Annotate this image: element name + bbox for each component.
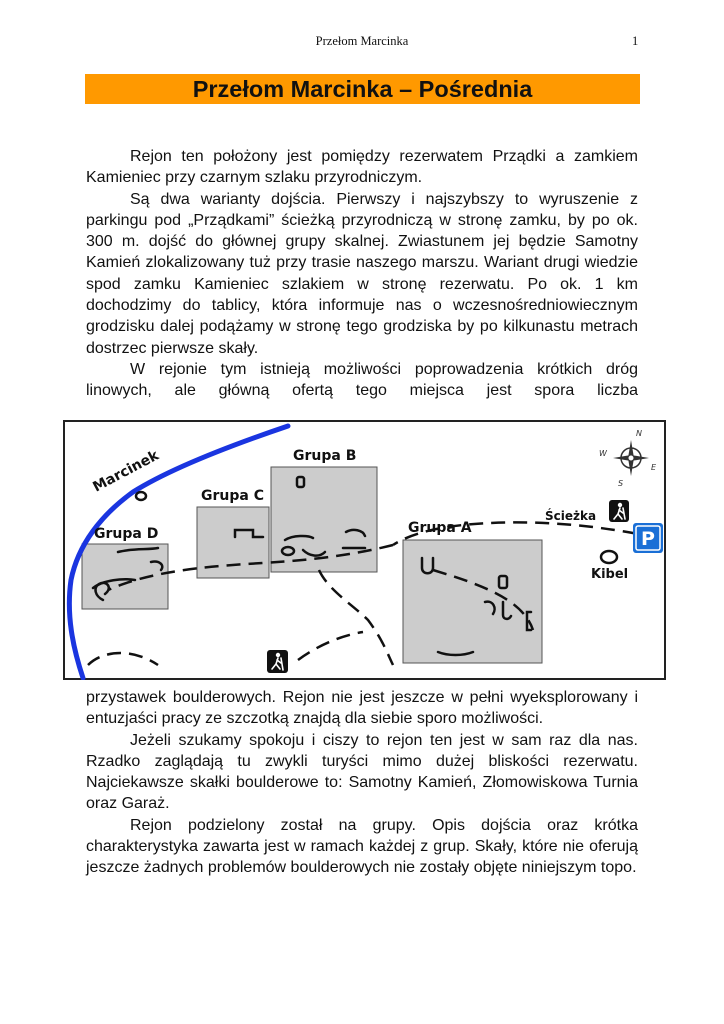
compass-e: E bbox=[651, 463, 657, 472]
intro-text bbox=[86, 146, 638, 402]
page-header-title: Przełom Marcinka bbox=[315, 34, 409, 48]
group-b-box bbox=[271, 467, 377, 572]
paragraph: Są dwa warianty dojścia. Pierwszy i najszybszy to wyruszenie z parkingu pod „Prządkami” ścieżką przyrodniczą w stronę zamku, by po ok. 300 m. dojść do głównej grupy skalnej. Zwiastunem jej będzie Samotny Kamień zlokalizowany tuż przy trasie naszego marszu. Wariant drugi wiedzie spod zamku Kamieniec szlakiem w stronę rezerwatu. Po ok. 1 km dochodzimy do tablicy, która informuje nas o wczesnośredniowiecznym grodzisku dalej podążamy w stronę tego grodziska by po kilkunastu metrach dostrzec pierwsze skały. bbox=[86, 190, 638, 357]
paragraph: W rejonie tym istnieją możliwości poprowadzenia krótkich dróg linowych, ale główną ofertą tego miejsca jest spora liczba bbox=[86, 360, 638, 400]
toilet-label: Kibel bbox=[591, 567, 629, 582]
compass-n: N bbox=[636, 429, 642, 438]
paragraph: Rejon podzielony został na grupy. Opis dojścia oraz krótka charakterystyka zawarta jest w ramach każdej z grup. Skały, które nie oferują jeszcze żadnych problemów boulderowych nie zostały objęte niniejszym topo. bbox=[86, 816, 638, 877]
heading-bar bbox=[85, 74, 640, 104]
hiker-icon bbox=[267, 650, 288, 673]
paragraph: przystawek boulderowych. Rejon nie jest jeszcze w pełni wyeksplorowany i entuzjaści pracy ze szczotką znajdą dla siebie sporo możliwości. bbox=[86, 689, 638, 728]
group-b-label: Grupa B bbox=[293, 448, 357, 464]
hiker-icon bbox=[609, 500, 629, 522]
group-c-label: Grupa C bbox=[201, 488, 264, 504]
paragraph: Rejon ten położony jest pomiędzy rezerwatem Prządki a zamkiem Kamieniec przy czarnym szlaku przyrodniczym. bbox=[86, 148, 638, 187]
paragraph: Jeżeli szukamy spokoju i ciszy to rejon ten jest w sam raz dla nas. Rzadko zaglądają tu zwykli turyści mimo dużej bliskości rezerwatu. Najciekawsze skałki boulderowe to: Samotny Kamień, Złomowiskowa Turnia oraz Garaż. bbox=[86, 731, 638, 813]
compass-s: S bbox=[618, 479, 624, 488]
group-a-label: Grupa A bbox=[408, 520, 472, 536]
group-a-box bbox=[403, 540, 542, 663]
parking-icon bbox=[633, 523, 663, 553]
group-d-box bbox=[82, 544, 168, 609]
parking-label: P bbox=[641, 528, 655, 550]
path-label: Ścieżka bbox=[545, 509, 597, 523]
river-label: Marcinek bbox=[90, 447, 162, 496]
description-text bbox=[86, 687, 638, 879]
page-number: 1 bbox=[632, 34, 639, 48]
compass-w: W bbox=[599, 449, 607, 458]
area-map bbox=[63, 420, 666, 680]
group-d-label: Grupa D bbox=[94, 526, 159, 542]
page-title: Przełom Marcinka – Pośrednia bbox=[192, 76, 533, 102]
